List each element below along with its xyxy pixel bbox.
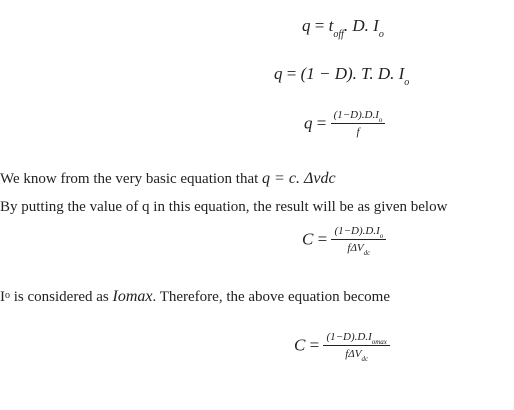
p3-text1: is considered as xyxy=(10,289,113,305)
p3-symbol-sub: o xyxy=(5,290,10,301)
paragraph-basic-equation xyxy=(0,170,336,188)
eq4-denominator: fΔV$_{dc}$ xyxy=(347,242,371,257)
equation-period xyxy=(274,64,410,88)
p3-symbol: I xyxy=(0,289,5,305)
eq5-lhs: C xyxy=(294,335,306,355)
p1-text: We know from the very basic equation that xyxy=(0,171,263,187)
eq3-denominator: f xyxy=(356,126,360,138)
eq1-rest: D. I xyxy=(352,16,379,35)
eq2-rhs: (1 − D). T. D. I xyxy=(300,64,405,83)
equation-charge-fraction xyxy=(304,109,385,138)
p3-math: Iomax xyxy=(112,288,153,305)
eq5-denominator: fΔV$_{dc}$ xyxy=(345,348,369,363)
eq1-rel: = xyxy=(314,16,325,35)
eq2-rhs-sub: o xyxy=(404,77,410,88)
eq4-rel: = xyxy=(317,229,328,249)
eq1-t-tail: . xyxy=(343,16,349,35)
p1-math: q = c. Δvdc xyxy=(262,170,336,187)
eq3-rel: = xyxy=(316,113,327,133)
eq1-rest-sub: o xyxy=(378,29,384,40)
eq1-t: t xyxy=(328,16,334,35)
eq1-lhs: q xyxy=(302,16,311,35)
eq5-fraction xyxy=(323,331,389,363)
p3-text2: . Therefore, the above equation become xyxy=(152,289,391,305)
equation-toff xyxy=(302,16,384,40)
eq3-numerator: $(1-D).D.I_o$ xyxy=(331,109,386,124)
eq3-fraction xyxy=(331,109,386,138)
eq4-numerator: $(1-D).D.I_o$ xyxy=(331,225,386,240)
eq4-lhs: C xyxy=(302,229,314,249)
paragraph-iomax xyxy=(0,288,390,306)
paragraph-substitution xyxy=(0,199,447,216)
eq1-t-sub: off xyxy=(333,29,344,40)
eq5-rel: = xyxy=(309,335,320,355)
eq2-lhs: q xyxy=(274,64,283,83)
eq4-fraction xyxy=(331,225,386,257)
eq5-numerator: $(1-D).D.I_{omax}$ xyxy=(323,331,389,346)
p2-text: By putting the value of q in this equation, the result will be as given below xyxy=(0,199,448,215)
equation-capacitance xyxy=(302,225,386,257)
eq3-lhs: q xyxy=(304,113,313,133)
equation-capacitance-max xyxy=(294,331,390,363)
eq2-rel: = xyxy=(286,64,297,83)
